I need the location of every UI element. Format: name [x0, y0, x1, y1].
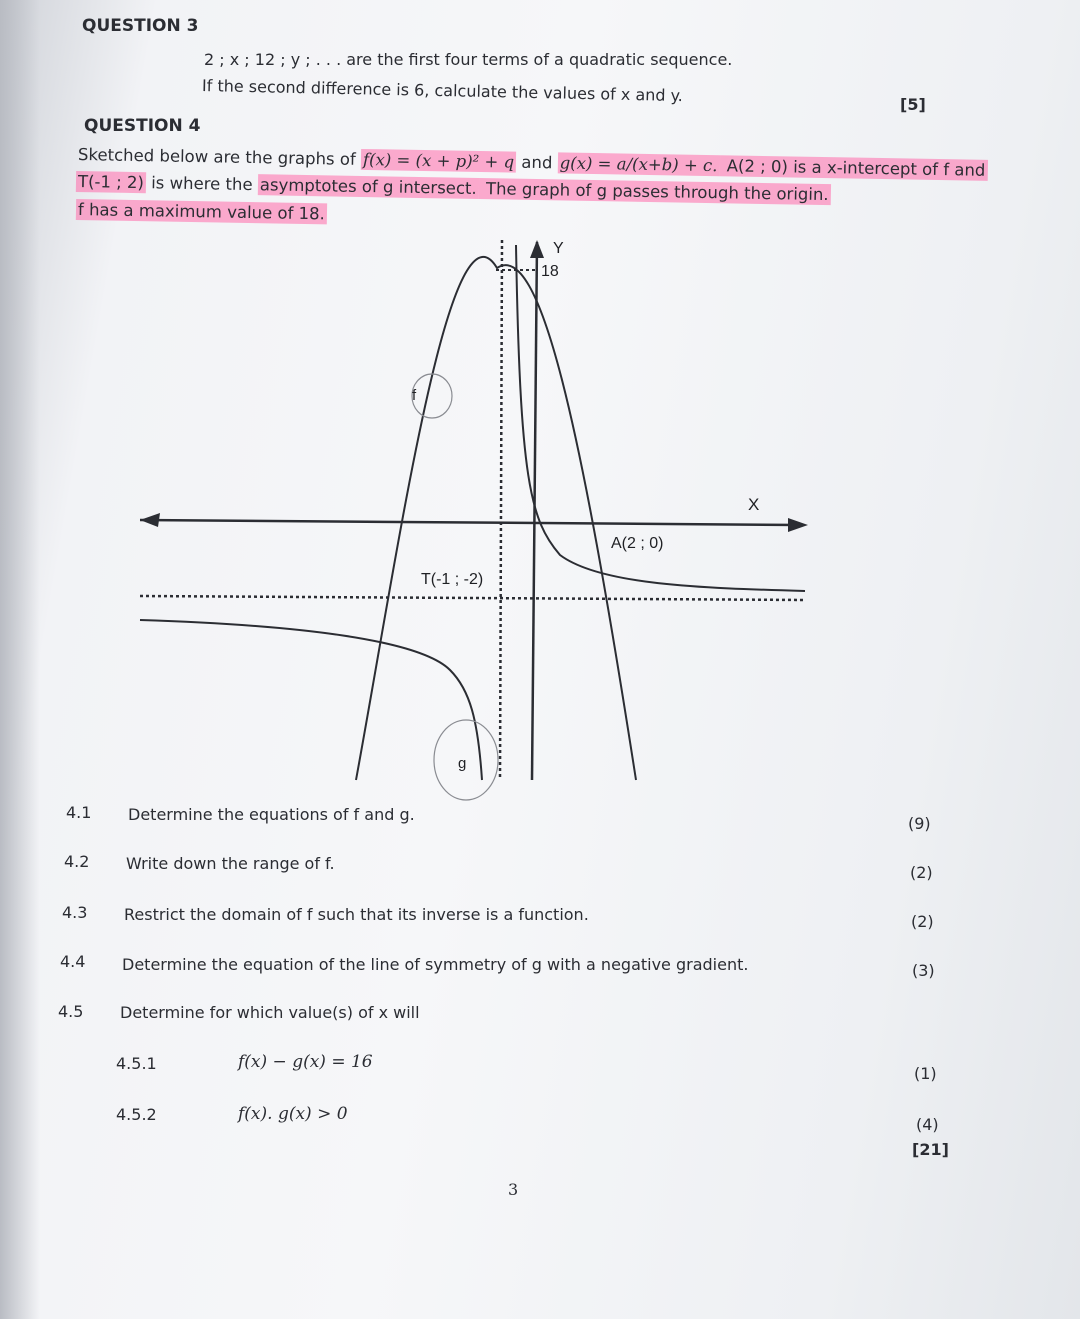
- q-4-1-text: Determine the equations of f and g.: [128, 805, 415, 824]
- x-axis-left-arrow: [140, 513, 160, 527]
- q-4-5-1-marks: (1): [914, 1064, 937, 1083]
- page-number: 3: [508, 1180, 519, 1199]
- f-definition: f(x) = (x + p)² + q: [361, 149, 516, 173]
- y-axis-arrow: [530, 240, 544, 258]
- q-4-5-2-expression: f(x). g(x) > 0: [238, 1104, 348, 1124]
- intro-text-line2-b: is where the: [145, 173, 259, 195]
- q-4-5-number: 4.5: [58, 1002, 84, 1021]
- question-3-heading: QUESTION 3: [82, 16, 199, 36]
- intro-text-b: and: [515, 152, 558, 173]
- q-4-3-text: Restrict the domain of f such that its inverse is a function.: [124, 905, 589, 924]
- hyperbola-g-left-branch: [140, 620, 482, 780]
- q-4-3-number: 4.3: [62, 903, 88, 922]
- q-4-1-marks: (9): [908, 814, 931, 833]
- origin-text: The graph of g passes through the origin.: [479, 178, 831, 205]
- question-4-heading: QUESTION 4: [84, 116, 201, 136]
- intro-text-c: A(2 ; 0) is a x-intercept of f and: [719, 155, 987, 181]
- question-3-line-2: If the second difference is 6, calculate the values of x and y.: [201, 76, 684, 106]
- y-axis-label: Y: [553, 240, 564, 257]
- q-4-2-number: 4.2: [64, 852, 90, 871]
- q-4-1-number: 4.1: [66, 803, 92, 822]
- q-4-4-text: Determine the equation of the line of symmetry of g with a negative gradient.: [122, 955, 749, 974]
- f-label: f: [412, 387, 417, 404]
- intro-text-a: Sketched below are the graphs of: [77, 145, 362, 169]
- x-axis: [140, 520, 800, 525]
- x-axis-right-arrow: [788, 518, 808, 532]
- question-3-marks: [5]: [900, 95, 926, 114]
- horizontal-asymptote: [140, 596, 805, 600]
- q-4-5-text: Determine for which value(s) of x will: [120, 1003, 420, 1022]
- pencil-circle-f: [412, 374, 452, 418]
- q-4-5-2-number: 4.5.2: [116, 1105, 157, 1124]
- question-3-line-1: 2 ; x ; 12 ; y ; . . . are the first four terms of a quadratic sequence.: [204, 50, 733, 69]
- q-4-4-marks: (3): [912, 961, 935, 980]
- question-4-total: [21]: [912, 1140, 949, 1159]
- vertical-asymptote: [500, 240, 502, 780]
- q-4-5-1-expression: f(x) − g(x) = 16: [238, 1052, 373, 1072]
- q-4-5-1-number: 4.5.1: [116, 1054, 157, 1073]
- x-axis-label: X: [748, 495, 760, 514]
- point-t-text: T(-1 ; 2): [76, 171, 146, 193]
- point-t-label: T(-1 ; -2): [421, 571, 484, 588]
- point-a-label: A(2 ; 0): [611, 535, 664, 552]
- q-4-4-number: 4.4: [60, 952, 86, 971]
- g-definition: g(x) = a/(x+b) + c.: [557, 152, 719, 176]
- maximum-label: 18: [541, 263, 559, 280]
- q-4-3-marks: (2): [911, 912, 934, 931]
- maximum-text: f has a maximum value of 18.: [76, 199, 327, 224]
- parabola-f: [356, 257, 636, 780]
- q-4-5-2-marks: (4): [916, 1115, 939, 1134]
- asymptotes-text: asymptotes of g intersect.: [258, 174, 479, 199]
- g-label: g: [458, 755, 467, 772]
- q-4-2-marks: (2): [910, 863, 933, 882]
- q-4-2-text: Write down the range of f.: [126, 854, 335, 873]
